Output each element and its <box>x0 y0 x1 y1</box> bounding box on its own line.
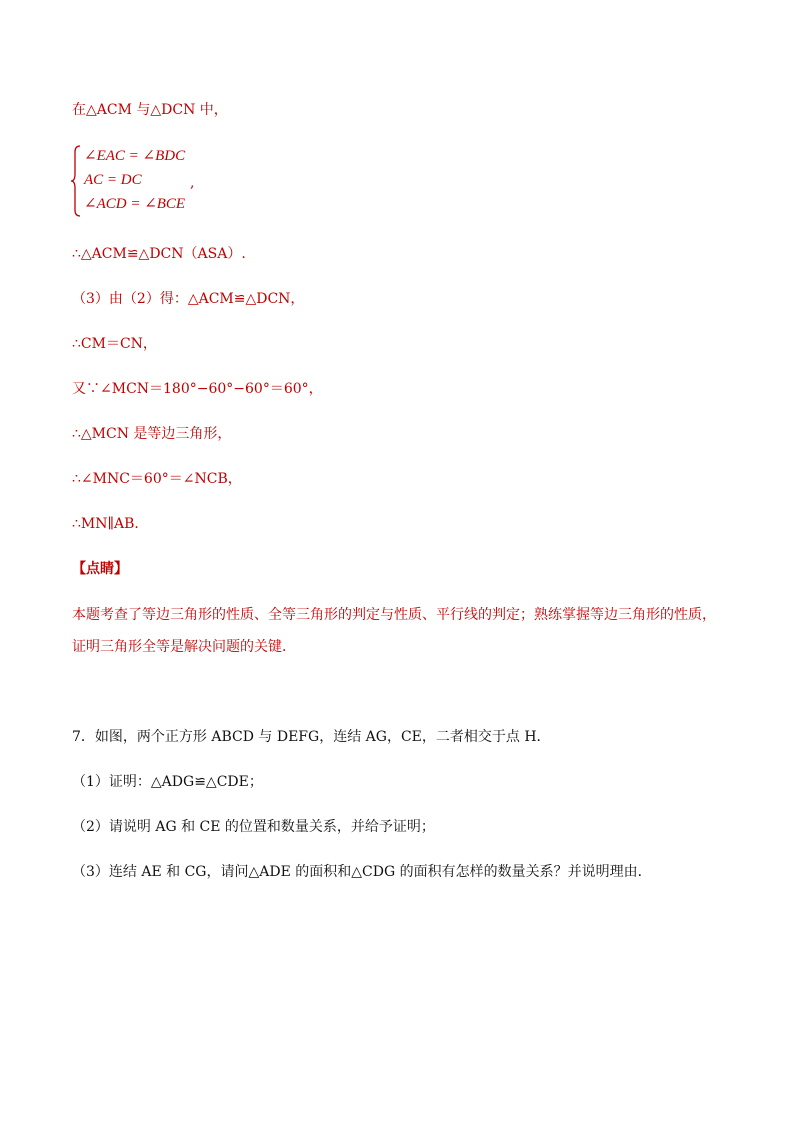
comment-line-1: 本题考查了等边三角形的性质、全等三角形的判定与性质、平行线的判定；熟练掌握等边三角形的性质， <box>72 607 716 623</box>
cm-equals-cn: ∴CM＝CN， <box>72 336 157 352</box>
question-7-part-1: （1）证明：△ADG≌△CDE； <box>72 774 263 790</box>
congruence-conclusion: ∴△ACM≌△DCN（ASA）. <box>72 246 246 262</box>
comment-line-2: 证明三角形全等是解决问题的关键． <box>72 639 296 655</box>
solution-intro: 在△ACM 与△DCN 中， <box>72 102 228 118</box>
left-brace-icon <box>70 144 82 218</box>
parallel-conclusion: ∴MN∥AB． <box>72 516 149 532</box>
equation-system-comma: , <box>190 175 195 191</box>
angle-mcn: 又∵∠MCN＝180°−60°−60°＝60°， <box>72 381 323 397</box>
comment-heading: 【点睛】 <box>72 561 128 577</box>
equilateral-conclusion: ∴△MCN 是等边三角形， <box>72 426 232 442</box>
angle-mnc: ∴∠MNC＝60°＝∠NCB， <box>72 471 242 487</box>
question-7-part-3: （3）连结 AE 和 CG，请问△ADE 的面积和△CDG 的面积有怎样的数量关系？并说明理由． <box>72 864 652 880</box>
question-7-part-2: （2）请说明 AG 和 CE 的位置和数量关系，并给予证明； <box>72 819 435 835</box>
part3-start: （3）由（2）得：△ACM≌△DCN， <box>72 291 305 307</box>
equation-system <box>70 144 210 218</box>
equation-2: AC = DC <box>84 172 142 188</box>
equation-1: ∠EAC = ∠BDC <box>84 148 186 164</box>
question-7-stem: 7．如图，两个正方形 ABCD 与 DEFG，连结 AG，CE，二者相交于点 H． <box>72 729 551 745</box>
equation-3: ∠ACD = ∠BCE <box>84 196 186 212</box>
